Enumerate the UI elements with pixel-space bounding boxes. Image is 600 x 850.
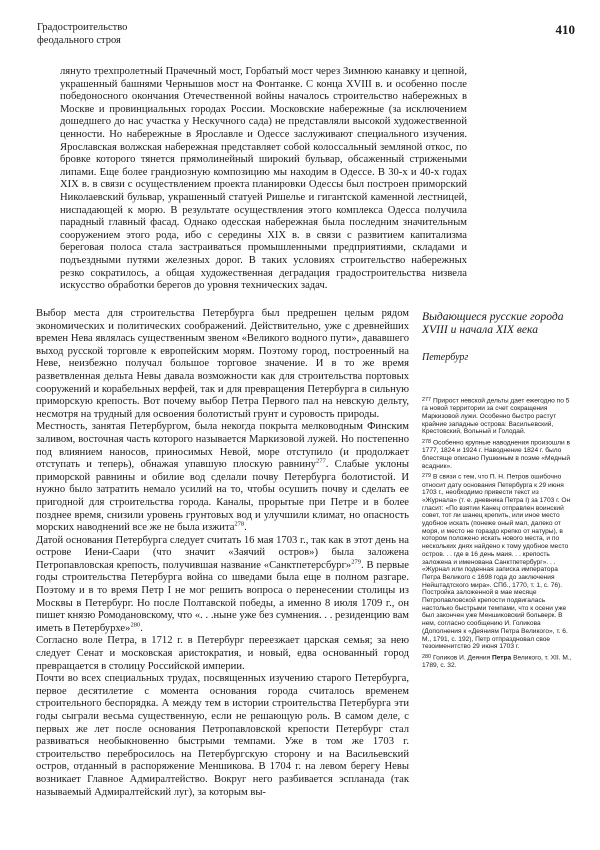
paragraph-text: Датой основания Петербурга следует считать 16 мая 1703 г., так как в этот день на острове Иени-Саари (что значит «Заячий остров») была заложена Петропавловская крепость, получившая название «Санктпетерсбург» [36, 534, 409, 571]
paragraph: лянуто трехпролетный Прачечный мост, Горбатый мост через Зимнюю канавку и цепной, украшенный башнями Чернышов мост на Фонтанке. С конца XVIII в. и особенно после победоносного окончания Отечественной войны началось строительство набережных в Москве и провинциальных городах России. Московские набережные (за исключением дошедшего до нас участка у Нескучного сада) не представляли высокой художественной ценности. Но набережные в Ярославле и Одессе заслуживают специального изучения. Ярославская волжская набережная представляет собой колоссальный земляной откос, по бровке которого тянется прямолинейный широкий бульвар, обсаженный стрижеными липами. Еще более грандиозную композицию мы находим в Одессе. В 30-х и 40-х годах XIX в. в связи с осуществлением проекта планировки Одессы был построен приморский Николаевский бульвар, украшенный статуей Ришелье и гигантской каменной лестницей, ниспадающей к морю. В результате осуществления этого комплекса Одесса получила парадный главный фасад. Однако одесская набережная была последним значительным сооружением этого рода, ибо с середины XIX в. в связи с развитием капитализма береговая полоса стала застраиваться промышленными предприятиями, складами и подъездными путями железных дорог. В таких условиях строительство набережных резко сократилось, а общая художественная деградация градостроительства низвела искусство обработки берегов до уровня технических задач. [60, 66, 467, 292]
paragraph-text: . [244, 522, 247, 534]
footnote-emphasis: Петра [491, 654, 512, 662]
footnote-number: 279 [422, 473, 431, 480]
footnote-text: В связи с тем, что П. Н. Петров ошибочно относит дату основания Петербурга к 29 июня 1703 г., необходимо привести текст из «Журнала» (т. е. дневника Петра I) за 1703 г. Он гласит: «По взятии Канец отправлен воинский совет, тот ли шанец крепить, или иное место удобное искать (понеже оный мал, далеко от моря, и место не гораздо крепко от натуры), в котором положено искать нового места, и по нескольких днях найдено к тому удобное место остров. . . где в 16 день маия. . . крепость заложена и именована Санктпетербург». . . «Журнал или поденная записка императора Петра Великого с 1698 года до заключения Нейштадтского мира». СПб., 1770, т. 1, с. 76). Постройка заложенной в мае месяце Петропавловской крепости подвигалась настолько быстрыми темпами, что к осени уже был закончен уже Меншиковский больверк. В нем, согласно сообщению И. Голикова (Дополнения к «Деяниям Петра Великого», т. 6. М., 1791, с. 192), Петр отпраздновал свое тезоименитство 29 июня 1703 г. [422, 473, 571, 651]
running-title-line: Градостроительство [37, 22, 128, 33]
footnote-ref[interactable]: 277 [315, 457, 326, 465]
page-header [37, 22, 575, 52]
paragraph-text: . Слабые уклоны приморской равнины и обилие вод сделали почву Петербурга болотистой. И нужно было затратить немало усилий на то, чтобы осушить почву и сделать ее пригодной для строительства города. Каналы, прорытые при Петре и в более позднее время, снизили уровень грунтовых вод и улучшили климат, но опасность морских наводнений все же не была изжита [36, 459, 409, 534]
paragraph: Выбор места для строительства Петербурга был предрешен целым рядом экономических и политических соображений. Действительно, уже с древнейших времен Нева являлась существенным звеном «Великого водного пути», дававшего выход русской торговле к европейским морям. Поэтому город, построенный на Неве, неизбежно получал большое торговое значение. И в то же время разветвленная дельта Невы давала возможности как для строительства портовых сооружений и корабельных верфей, так и для превращения Петербурга в сильную приморскую крепость. Вот почему выбор Петра Первого пал на невскую дельту, несмотря на трудный для освоения болотистый грунт и суровость природы. [36, 308, 409, 420]
paragraph [36, 421, 409, 534]
footnote [422, 654, 572, 670]
section-heading: Выдающиеся русские города XVIII и начала XIX века [422, 310, 564, 336]
page-number: 410 [555, 22, 575, 37]
footnote-ref[interactable]: 280 [130, 621, 141, 629]
running-title-line: феодального строя [37, 34, 121, 46]
footnote-text: Прирост невской дельты дает ежегодно по 5 га новой территории за счет сокращения Маркизовой лужи. Особенно быстро растут крайние западные острова: Васильевский, Крестовский, Вольный и Голодай. [422, 397, 570, 436]
footnote-text: Великого, т. XII. М., 1789, с. 32. [422, 654, 572, 670]
footnote-text: Особенно крупные наводнения произошли в 1777, 1824 и 1924 г. Наводнение 1824 г. было блестяще описано Пушкиным в поэме «Медный всадник». [422, 439, 571, 470]
main-column [36, 308, 409, 799]
footnote-ref[interactable]: 279 [351, 558, 361, 566]
paragraph-text: Местность, занятая Петербургом, была некогда покрыта мелководным Финским заливом, восточная часть которого называется Маркизовой лужей. Но постепенно под влиянием наносов, приносимых Невой, море отступило (и продолжает отступать и теперь), обнажая упавшую плоскую равнину [36, 421, 409, 471]
paragraph [36, 535, 409, 636]
footnote-text: Голиков И. Деяния [433, 654, 492, 662]
top-text-block [60, 66, 467, 293]
paragraph-text: . [140, 622, 143, 634]
footnote-number: 277 [422, 397, 431, 403]
paragraph-text: . В первые годы строительства Петербурга война со шведами была еще в полном разгаре. Поэтому и в то время Петр I не мог решить вопроса о перенесении столицы из Москвы в Петербург. Но после Полтавской победы, а именно 8 июля 1709 г., он пишет князю Ромодановскому, что «. . .ныне уже без сумнения. . . резиденцию вам иметь в Петербурхе» [36, 559, 409, 634]
footnotes [422, 397, 572, 673]
paragraph: Почти во всех специальных трудах, посвященных изучению старого Петербурга, первое десятилетие с момента основания города считалось временем строительного беспорядка. А между тем в истории строительства Петербурга эти годы сыграли весьма существенную, если не решающую роль. В самом деле, с первых же лет после основания Петропавловской крепости Петербург стал развиваться необыкновенно быстрыми темпами. Уже в том же 1703 г. строительство перебросилось на Петербургскую сторону и на Васильевский остров, отданный в распоряжение Меншикова. В 1704 г. на левом берегу Невы возникает Главное Адмиралтейство. Вокруг него разбивается эспланада (так называемый Адмиралтейский луг), за которым вы- [36, 673, 409, 798]
footnote-number: 278 [422, 439, 431, 446]
running-title [37, 22, 207, 47]
footnote [422, 397, 572, 436]
footnote [422, 473, 572, 651]
footnote [422, 439, 572, 470]
footnote-ref[interactable]: 278 [234, 520, 245, 528]
paragraph: Согласно воле Петра, в 1712 г. в Петербург переезжает царская семья; за нею следует Сенат и московская аристократия, и новый, едва основанный город превращается в столицу Российской империи. [36, 635, 409, 672]
section-subheading: Петербург [422, 352, 469, 363]
footnote-number: 280 [422, 654, 431, 660]
